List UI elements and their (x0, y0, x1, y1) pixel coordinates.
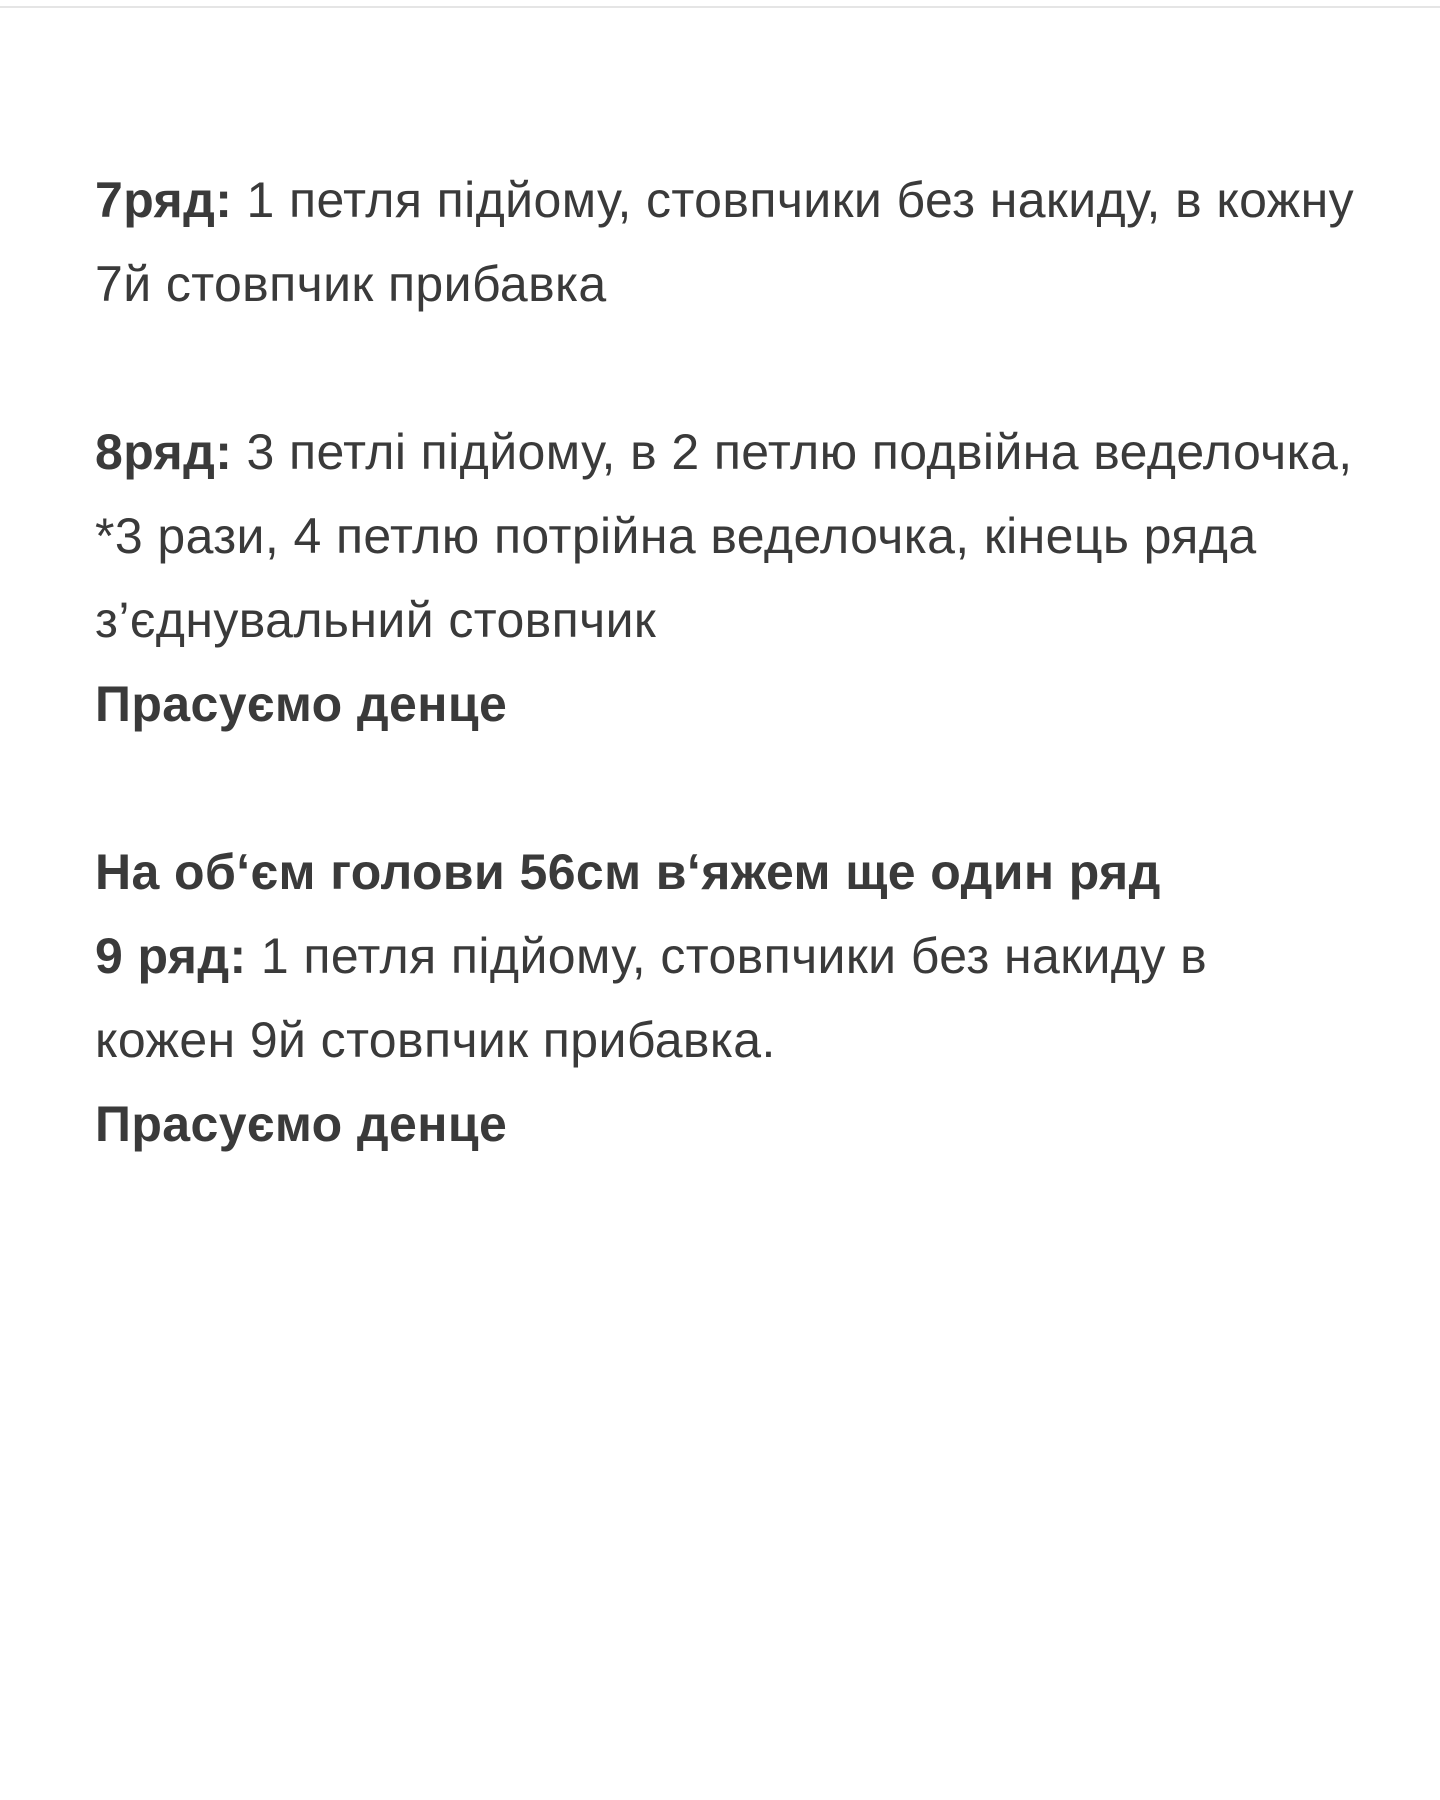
row-9-label: 9 ряд: (95, 928, 247, 984)
row-8-text: 3 петлі підйому, в 2 петлю подвійна веделочка, *3 рази, 4 петлю потрійна веделочка, кінець ряда з’єднувальний стовпчик (95, 424, 1353, 648)
row-9-text: 1 петля підйому, стовпчики без накиду в кожен 9й стовпчик прибавка. (95, 928, 1208, 1068)
row-9-paragraph (95, 914, 1355, 1082)
top-divider (0, 6, 1440, 8)
head-size-note: На об‘єм голови 56см в‘яжем ще один ряд (95, 844, 1161, 900)
row-7-label: 7ряд: (95, 172, 233, 228)
iron-bottom-note-2: Прасуємо денце (95, 1096, 508, 1152)
row-7-text: 1 петля підйому, стовпчики без накиду, в кожну 7й стовпчик прибавка (95, 172, 1355, 312)
row-8-paragraph (95, 410, 1355, 662)
row-8-label: 8ряд: (95, 424, 233, 480)
iron-bottom-note-1: Прасуємо денце (95, 676, 508, 732)
row-7-paragraph (95, 158, 1355, 326)
document-body (95, 158, 1355, 1166)
